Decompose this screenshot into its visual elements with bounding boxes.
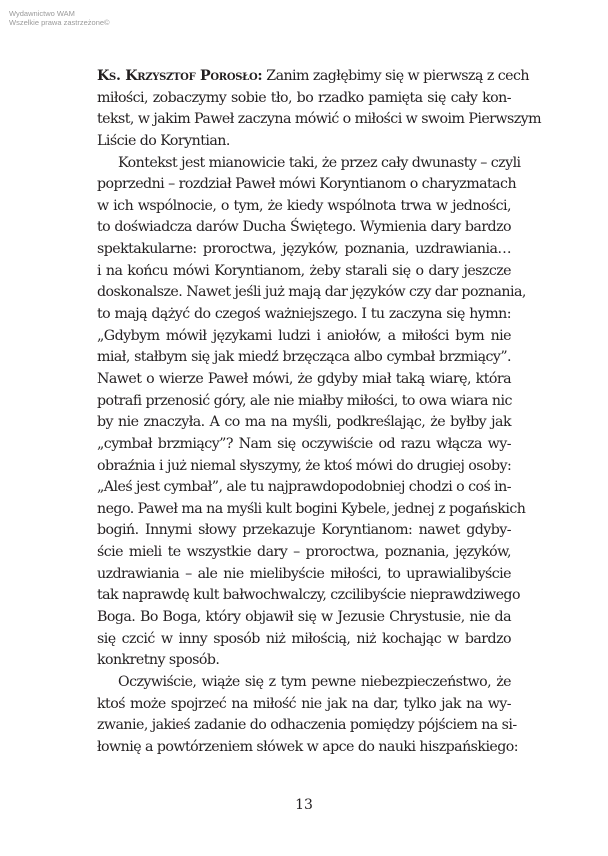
text-line: miłości, zobaczymy sobie tło, bo rzadko pamięta się cały kon- bbox=[97, 89, 511, 106]
text-line: uzdrawiania – ale nie mielibyście miłości, to uprawialibyście bbox=[97, 565, 511, 582]
text-line: Kontekst jest mianowicie taki, że przez cały dwunasty – czyli bbox=[118, 154, 521, 171]
text-line: „cymbał brzmiący”? Nam się oczywiście od razu włącza wy- bbox=[97, 435, 511, 452]
text-line: Liście do Koryntian. bbox=[97, 132, 230, 149]
text-line: Oczywiście, wiąże się z tym pewne niebezpieczeństwo, że bbox=[118, 673, 511, 690]
text-line: „Gdybym mówił językami ludzi i aniołów, a miłości bym nie bbox=[97, 327, 511, 344]
publisher-watermark bbox=[9, 9, 110, 27]
watermark-publisher: Wydawnictwo WAM bbox=[9, 9, 75, 18]
page-body-text bbox=[97, 66, 542, 759]
text-line: ście mieli te wszystkie dary – proroctwa, poznania, języków, bbox=[97, 544, 511, 561]
text-line: to doświadcza darów Ducha Świętego. Wymienia dary bardzo bbox=[97, 219, 511, 236]
watermark-copyright: Wszelkie prawa zastrzeżone© bbox=[9, 18, 110, 27]
text-line: tekst, w jakim Paweł zaczyna mówić o miłości w swoim Pierwszym bbox=[97, 111, 542, 128]
text-line: Ks. Krzysztof Porosło: Zanim zagłębimy się w pierwszą z cech bbox=[97, 68, 529, 84]
speaker-name: Ks. Krzysztof Porosło: bbox=[97, 68, 263, 84]
text-line: nego. Paweł ma na myśli kult bogini Kybele, jednej z pogańskich bbox=[97, 500, 526, 517]
text-line: się czcić w inny sposób niż miłością, niż kochając w bardzo bbox=[97, 630, 511, 647]
text-line: bogiń. Innymi słowy przekazuje Koryntianom: nawet gdyby- bbox=[97, 522, 511, 539]
text-line: w ich wspólnocie, o tym, że kiedy wspólnota trwa w jedności, bbox=[97, 197, 511, 214]
text-line: spektakularne: proroctwa, języków, poznania, uzdrawiania… bbox=[97, 241, 511, 258]
text-line: to mają dążyć do czegoś ważniejszego. I tu zaczyna się hymn: bbox=[97, 306, 511, 323]
text-line: łownię a powtórzeniem słówek w apce do nauki hiszpańskiego: bbox=[97, 738, 519, 755]
text-line: Nawet o wierze Paweł mówi, że gdyby miał taką wiarę, która bbox=[97, 370, 511, 387]
text-line: zwanie, jakieś zadanie do odhaczenia pomiędzy pójściem na si- bbox=[97, 717, 517, 734]
text-line: tak naprawdę kult bałwochwalczy, czcilibyście nieprawdziwego bbox=[97, 587, 520, 604]
text-line: miał, stałbym się jak miedź brzęcząca albo cymbał brzmiący”. bbox=[97, 349, 511, 366]
text-line: by nie znaczyła. A co ma na myśli, podkreślając, że byłby jak bbox=[97, 414, 511, 431]
text-line: ktoś może spojrzeć na miłość nie jak na dar, tylko jak na wy- bbox=[97, 695, 511, 712]
text-line: doskonalsze. Nawet jeśli już mają dar języków czy dar poznania, bbox=[97, 284, 526, 301]
text-line: obraźnia i już niemal słyszymy, że ktoś mówi do drugiej osoby: bbox=[97, 457, 512, 474]
text-line: poprzedni – rozdział Paweł mówi Koryntianom o charyzmatach bbox=[97, 176, 517, 193]
text-line: i na końcu mówi Koryntianom, żeby starali się o dary jeszcze bbox=[97, 262, 511, 279]
text-line: Boga. Bo Boga, który objawił się w Jezusie Chrystusie, nie da bbox=[97, 609, 511, 626]
text-line: potrafi przenosić góry, ale nie miałby miłości, to owa wiara nic bbox=[97, 392, 512, 409]
page-number: 13 bbox=[295, 797, 313, 813]
text-line: konkretny sposób. bbox=[97, 652, 220, 669]
text-line: „Aleś jest cymbał”, ale tu najprawdopodobniej chodzi o coś in- bbox=[97, 479, 512, 496]
